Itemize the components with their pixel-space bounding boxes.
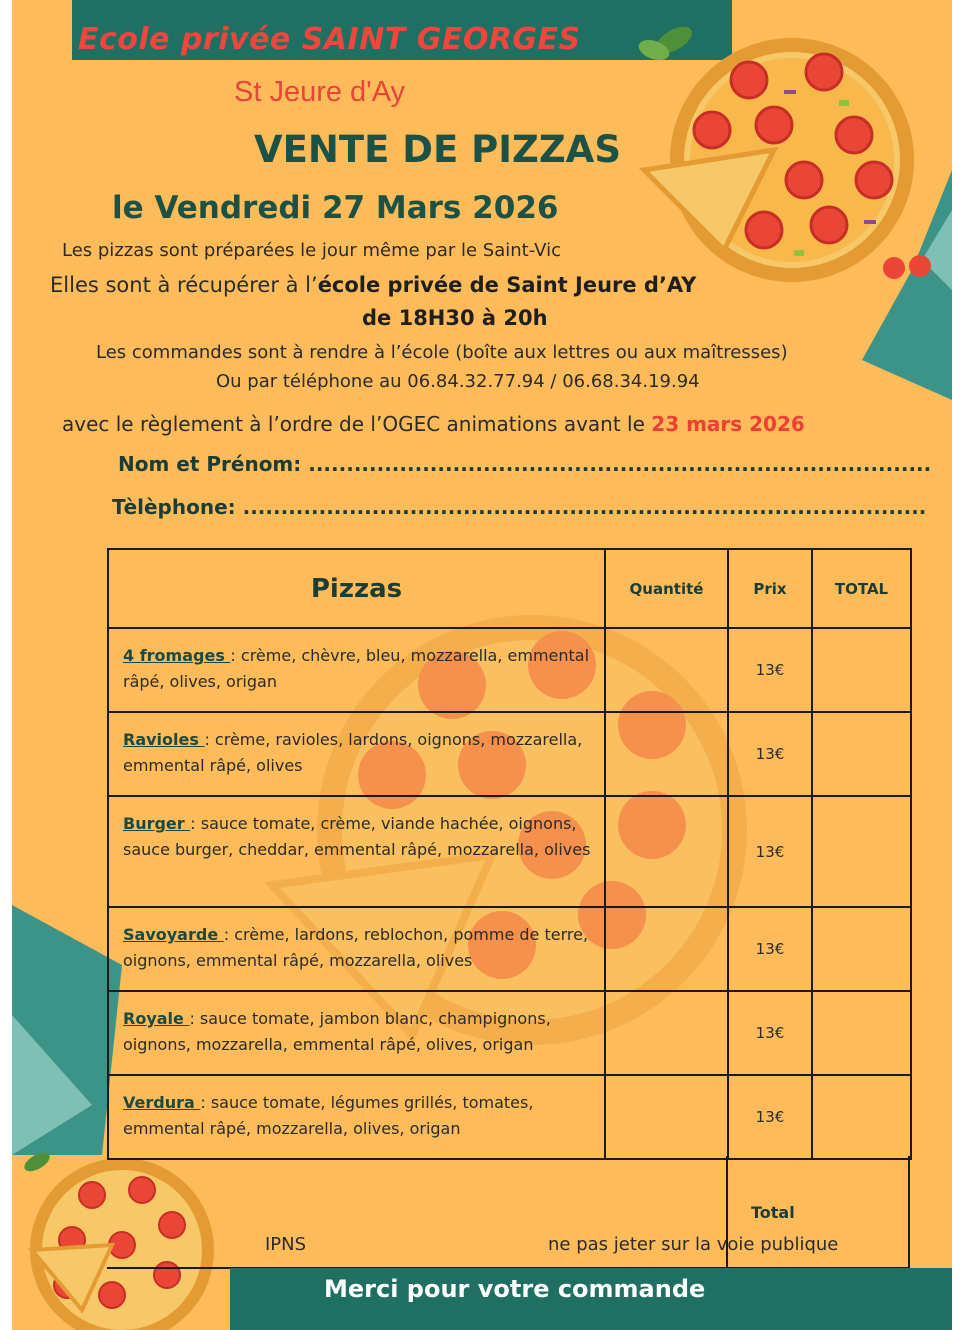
no-litter-notice: ne pas jeter sur la voie publique <box>548 1234 839 1255</box>
pizza-description: : sauce tomate, légumes grillés, tomates, emmental râpé, mozzarella, olives, origan <box>123 1093 534 1138</box>
pizza-cell <box>108 712 605 796</box>
pizza-name: Ravioles <box>123 730 205 749</box>
price-cell: 13€ <box>728 907 812 991</box>
quantity-cell[interactable] <box>605 1075 728 1159</box>
total-label: Total <box>751 1203 795 1222</box>
payment-prefix: avec le règlement à l’ordre de l’OGEC animations avant le <box>62 412 652 436</box>
sale-date: le Vendredi 27 Mars 2026 <box>112 190 559 226</box>
total-cell[interactable] <box>812 628 911 712</box>
total-cell[interactable] <box>812 907 911 991</box>
school-name: Ecole privée SAINT GEORGES <box>78 22 581 57</box>
price-cell: 13€ <box>728 1075 812 1159</box>
pizza-cell <box>108 1075 605 1159</box>
total-cell[interactable] <box>812 991 911 1075</box>
pizza-description: : crème, ravioles, lardons, oignons, mozzarella, emmental râpé, olives <box>123 730 583 775</box>
table-row <box>108 991 911 1075</box>
orders-info: Les commandes sont à rendre à l’école (boîte aux lettres ou aux maîtresses) <box>96 342 788 363</box>
pizza-description: : sauce tomate, crème, viande hachée, oignons, sauce burger, cheddar, emmental râpé, mozzarella, olives <box>123 814 591 859</box>
prep-info: Les pizzas sont préparées le jour même par le Saint-Vic <box>62 240 561 261</box>
payment-info <box>62 412 805 436</box>
quantity-cell[interactable] <box>605 796 728 907</box>
pizza-cell <box>108 907 605 991</box>
table-header-row <box>108 549 911 628</box>
pizza-description: : sauce tomate, jambon blanc, champignons, oignons, mozzarella, emmental râpé, olives, origan <box>123 1009 551 1054</box>
pizza-cell <box>108 628 605 712</box>
pizza-description: : crème, lardons, reblochon, pomme de terre, oignons, emmental râpé, mozzarella, olives <box>123 925 589 970</box>
table-row <box>108 712 911 796</box>
total-cell[interactable] <box>812 1075 911 1159</box>
pizza-name: Burger <box>123 814 191 833</box>
page-title: VENTE DE PIZZAS <box>254 128 621 171</box>
phone-field[interactable]: Tèlèphone: .......................................................................................... <box>112 495 927 519</box>
pickup-prefix: Elles sont à récupérer à l’ <box>50 273 318 297</box>
pizza-name: Verdura <box>123 1093 201 1112</box>
quantity-cell[interactable] <box>605 991 728 1075</box>
header-quantity: Quantité <box>605 549 728 628</box>
pizza-cell <box>108 796 605 907</box>
header-pizzas: Pizzas <box>108 549 605 628</box>
price-cell: 13€ <box>728 796 812 907</box>
pickup-info <box>50 273 696 297</box>
ipns-label: IPNS <box>265 1234 307 1255</box>
total-cell[interactable] <box>812 796 911 907</box>
price-cell: 13€ <box>728 712 812 796</box>
pickup-time: de 18H30 à 20h <box>362 306 548 330</box>
quantity-cell[interactable] <box>605 907 728 991</box>
payment-deadline: 23 mars 2026 <box>651 412 805 436</box>
thanks-message: Merci pour votre commande <box>324 1275 706 1303</box>
header-total: TOTAL <box>812 549 911 628</box>
phone-info: Ou par téléphone au 06.84.32.77.94 / 06.68.34.19.94 <box>216 371 700 392</box>
pizza-name: Savoyarde <box>123 925 224 944</box>
pizza-name: 4 fromages <box>123 646 231 665</box>
quantity-cell[interactable] <box>605 712 728 796</box>
price-cell: 13€ <box>728 991 812 1075</box>
pickup-place: école privée de Saint Jeure d’AY <box>317 273 697 297</box>
price-cell: 13€ <box>728 628 812 712</box>
pizza-description: : crème, chèvre, bleu, mozzarella, emmental râpé, olives, origan <box>123 646 590 691</box>
table-row <box>108 907 911 991</box>
pizza-name: Royale <box>123 1009 190 1028</box>
table-row <box>108 628 911 712</box>
quantity-cell[interactable] <box>605 628 728 712</box>
order-table <box>107 548 912 1160</box>
table-row <box>108 1075 911 1159</box>
table-row <box>108 796 911 907</box>
pizza-illustration-top <box>624 20 944 290</box>
header-price: Prix <box>728 549 812 628</box>
total-cell[interactable] <box>812 712 911 796</box>
pizza-cell <box>108 991 605 1075</box>
school-town: St Jeure d'Ay <box>234 76 406 108</box>
name-field[interactable]: Nom et Prénom: .................................................................................. <box>118 452 932 476</box>
flyer <box>12 0 952 1330</box>
